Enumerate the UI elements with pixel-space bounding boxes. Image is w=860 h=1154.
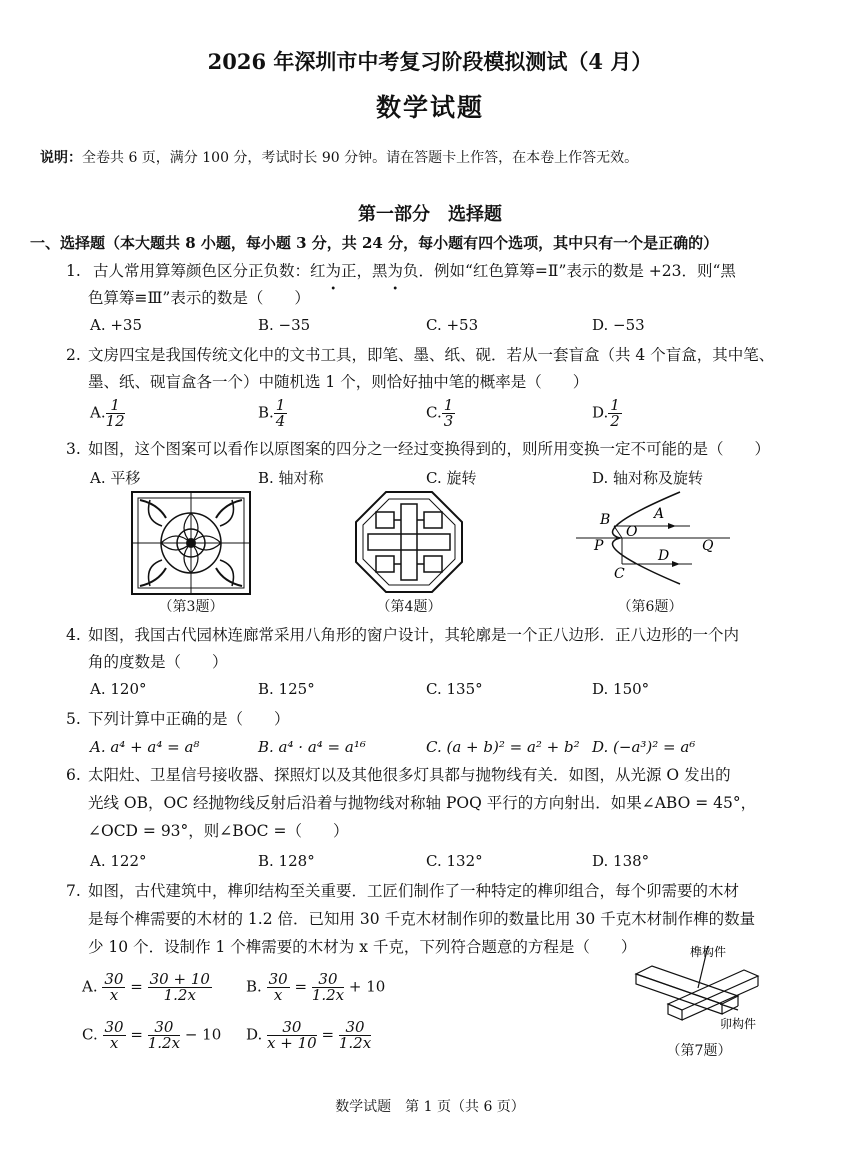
- q1-option-d: D. −53: [592, 316, 645, 334]
- equals: =: [130, 1025, 143, 1044]
- q6-option-b: B. 128°: [258, 852, 315, 870]
- figure-3-caption: （第3题）: [158, 599, 224, 615]
- q5-option-b: B. a⁴ · a⁴ = a¹⁶: [258, 738, 366, 756]
- q2-line2: 墨、纸、砚盲盒各一个）中随机选 1 个，则恰好抽中笔的概率是（ ）: [88, 373, 589, 391]
- instructions-label: 说明：: [40, 150, 82, 166]
- tenon-label: 榫构件: [690, 945, 727, 959]
- label-o: O: [626, 524, 638, 540]
- denominator: x: [109, 1034, 119, 1052]
- denominator: 1.2x: [311, 986, 345, 1004]
- q6-line1: 太阳灶、卫星信号接收器、探照灯以及其他很多灯具都与抛物线有关．如图，从光源 O 发出的: [88, 766, 731, 784]
- q7-option-d: [246, 1020, 371, 1051]
- q1-text-mid: ，: [356, 262, 372, 280]
- tail: + 10: [348, 977, 386, 996]
- numerator: 30: [267, 1020, 317, 1036]
- option-label: D.: [246, 1025, 263, 1044]
- q5-option-a: A. a⁴ + a⁴ = a⁸: [90, 738, 200, 756]
- numerator: 30: [104, 970, 124, 988]
- question-1: [66, 258, 736, 285]
- question-number: 6.: [66, 766, 81, 784]
- figure-6-parabola: [570, 490, 740, 586]
- q2-option-b: [258, 398, 287, 429]
- q3-option-d: D. 轴对称及旋转: [592, 469, 704, 487]
- numerator: 30: [339, 1020, 371, 1036]
- tail: − 10: [184, 1025, 222, 1044]
- denominator: 3: [443, 412, 454, 430]
- figure-7-caption: （第7题）: [666, 1043, 732, 1059]
- figure-4-octagon-window: [354, 490, 464, 594]
- instructions-text: 全卷共 6 页，满分 100 分，考试时长 90 分钟。请在答题卡上作答，在本卷上作答无效。: [82, 150, 639, 166]
- label-c: C: [614, 566, 625, 582]
- q3-option-b: B. 轴对称: [258, 469, 324, 487]
- q3-option-a: A. 平移: [90, 469, 141, 487]
- q4-option-c: C. 135°: [426, 680, 483, 698]
- numerator: 30 + 10: [149, 970, 210, 988]
- denominator: x + 10: [267, 1034, 317, 1052]
- numerator: 1: [106, 398, 125, 414]
- numerator: 30: [268, 970, 288, 988]
- question-4: [66, 622, 739, 649]
- q5-option-c: C. (a + b)² = a² + b²: [426, 738, 580, 756]
- numerator: 30: [312, 972, 344, 988]
- option-label: B.: [246, 977, 262, 996]
- denominator: x: [273, 986, 283, 1004]
- instructions: [40, 147, 638, 167]
- q7-line2: 是每个榫需要的木材的 1.2 倍．已知用 30 千克木材制作卯的数量比用 30 千克木材制作榫的数量: [88, 910, 756, 928]
- label-q: Q: [702, 538, 714, 554]
- q1-text-a: 古人常用算筹颜色区分正负数：: [92, 262, 310, 280]
- label-p: P: [594, 538, 604, 554]
- figure-6-caption: （第6题）: [617, 599, 683, 615]
- subject-title: 数学试题: [375, 93, 484, 122]
- label-d: D: [658, 548, 670, 564]
- label-b: B: [600, 512, 611, 528]
- denominator: 1.2x: [338, 1034, 372, 1052]
- option-label: C.: [426, 403, 442, 422]
- denominator: 1.2x: [147, 1034, 181, 1052]
- q2-line1: 文房四宝是我国传统文化中的文书工具，即笔、墨、纸、砚．若从一套盲盒（共 4 个盲盒，其中笔、: [88, 346, 775, 364]
- question-number: 3.: [66, 440, 81, 458]
- section-heading: 一、选择题（本大题共 8 小题，每小题 3 分，共 24 分，每小题有四个选项，其中只有一个是正确的）: [30, 234, 719, 252]
- mortise-label: 卯构件: [720, 1017, 757, 1031]
- q1-text-b: ．例如“红色算筹=Ⅱ”表示的数是 +23．则“黑: [418, 262, 736, 280]
- question-3: [66, 436, 770, 463]
- q5-option-d: D. (−a³)² = a⁶: [592, 738, 696, 756]
- q4-option-d: D. 150°: [592, 680, 650, 698]
- q4-line1: 如图，我国古代园林连廊常采用八角形的窗户设计，其轮廓是一个正八边形．正八边形的一个内: [88, 626, 740, 644]
- q6-option-d: D. 138°: [592, 852, 650, 870]
- q1-line2: 色算筹≡Ⅲ”表示的数是（ ）: [88, 289, 310, 307]
- figure-4-caption: （第4题）: [376, 599, 442, 615]
- q1-emphasis-1: 红为正: [309, 262, 357, 280]
- q5-line1: 下列计算中正确的是（ ）: [88, 710, 290, 728]
- q7-line1: 如图，古代建筑中，榫卯结构至关重要．工匠们制作了一种特定的榫卯组合，每个卯需要的木材: [88, 882, 740, 900]
- question-2: [66, 342, 774, 369]
- equals: =: [321, 1025, 335, 1044]
- q7-option-c: [82, 1020, 221, 1051]
- denominator: x: [109, 986, 119, 1004]
- question-6: [66, 762, 731, 789]
- q2-option-a: [90, 398, 125, 429]
- option-label: B.: [258, 403, 274, 422]
- q7-option-b: [246, 972, 385, 1003]
- page-footer: 数学试题 第 1 页（共 6 页）: [335, 1099, 525, 1115]
- option-label: D.: [592, 403, 609, 422]
- q1-emphasis-2: 黑为负: [371, 262, 419, 280]
- figure-3-pattern: [130, 490, 252, 596]
- label-a: A: [654, 506, 665, 522]
- numerator: 1: [443, 396, 454, 414]
- question-number: 5.: [66, 710, 81, 728]
- denominator: 12: [105, 412, 125, 430]
- q1-option-b: B. −35: [258, 316, 311, 334]
- q7-option-a: [82, 972, 212, 1003]
- denominator: 4: [275, 412, 286, 430]
- question-5: [66, 706, 290, 733]
- q4-option-b: B. 125°: [258, 680, 315, 698]
- question-number: 2.: [66, 346, 81, 364]
- q1-option-a: A. +35: [90, 316, 143, 334]
- q6-option-c: C. 132°: [426, 852, 483, 870]
- q6-line3: ∠OCD = 93°，则∠BOC =（ ）: [88, 822, 349, 840]
- q4-option-a: A. 120°: [90, 680, 147, 698]
- numerator: 30: [104, 1018, 124, 1036]
- part-heading: 第一部分 选择题: [358, 204, 502, 225]
- q3-line1: 如图，这个图案可以看作以原图案的四分之一经过变换得到的，则所用变换一定不可能的是（ ）: [88, 440, 771, 458]
- denominator: 1.2x: [163, 986, 196, 1004]
- q7-line3: 少 10 个．设制作 1 个榫需要的木材为 x 千克，下列符合题意的方程是（ ）: [88, 938, 637, 956]
- figure-7-mortise-tenon: [628, 944, 768, 1036]
- q1-option-c: C. +53: [426, 316, 479, 334]
- q3-option-c: C. 旋转: [426, 469, 477, 487]
- option-label: C.: [82, 1025, 98, 1044]
- option-label: A.: [82, 977, 98, 996]
- denominator: 2: [610, 412, 620, 430]
- numerator: 1: [610, 396, 620, 414]
- option-label: A.: [90, 403, 106, 422]
- equals: =: [294, 977, 308, 996]
- question-number: 1.: [66, 262, 81, 280]
- q6-option-a: A. 122°: [90, 852, 147, 870]
- q2-option-d: [592, 398, 622, 429]
- q2-option-c: [426, 398, 455, 429]
- exam-title: 2026 年深圳市中考复习阶段模拟测试（4 月）: [207, 49, 653, 74]
- q6-line2: 光线 OB，OC 经抛物线反射后沿着与抛物线对称轴 POQ 平行的方向射出．如果∠ABO = 45°，: [88, 794, 757, 812]
- numerator: 1: [275, 396, 286, 414]
- question-number: 7.: [66, 882, 81, 900]
- equals: =: [130, 977, 143, 996]
- numerator: 30: [148, 1020, 180, 1036]
- question-number: 4.: [66, 626, 81, 644]
- q4-line2: 角的度数是（ ）: [88, 653, 228, 671]
- question-7: [66, 878, 739, 905]
